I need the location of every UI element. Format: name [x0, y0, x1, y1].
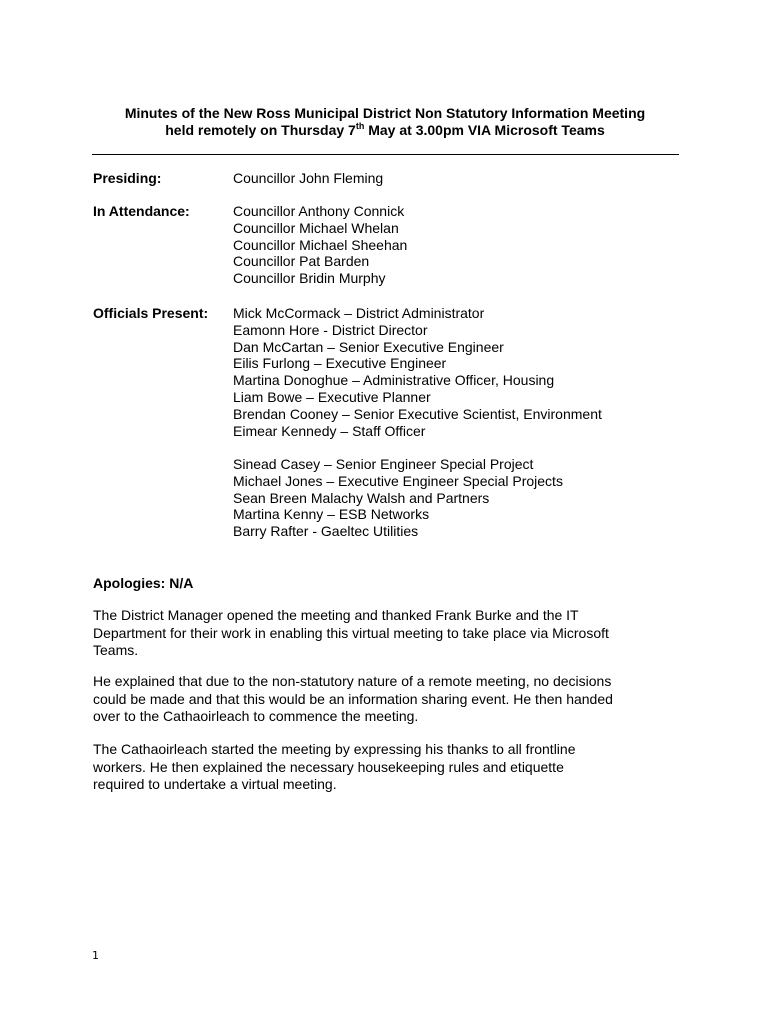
attendee-name: Councillor Anthony Connick: [233, 203, 405, 219]
attendee-name: Councillor Bridin Murphy: [233, 270, 386, 287]
apologies-heading: Apologies: N/A: [93, 575, 194, 591]
official-name: Eilis Furlong – Executive Engineer: [233, 355, 447, 372]
body-paragraph: [93, 607, 693, 660]
other-attendee-name: Sean Breen Malachy Walsh and Partners: [233, 489, 490, 506]
paragraph-line: required to undertake a virtual meeting.: [93, 776, 337, 792]
official-name: Liam Bowe – Executive Planner: [233, 388, 431, 405]
paragraph-line: The District Manager opened the meeting and thanked Frank Burke and the IT: [93, 607, 579, 623]
paragraph-line: Department for their work in enabling this virtual meeting to take place via Microsoft: [93, 624, 609, 641]
official-name: Eamonn Hore - District Director: [233, 321, 428, 338]
paragraph-line: The Cathaoirleach started the meeting by expressing his thanks to all frontline: [93, 741, 576, 757]
officials-names: [233, 305, 602, 439]
body-paragraph: [93, 741, 693, 794]
other-attendee-name: Martina Kenny – ESB Networks: [233, 506, 430, 523]
paragraph-line: He explained that due to the non-statutory nature of a remote meeting, no decisions: [93, 673, 612, 689]
attendance-names: [233, 203, 407, 287]
title-line-1: Minutes of the New Ross Municipal District Non Statutory Information Meeting: [124, 105, 646, 121]
official-name: Mick McCormack – District Administrator: [233, 305, 485, 321]
other-attendee-name: Sinead Casey – Senior Engineer Special Project: [233, 456, 534, 472]
page-number: 1: [92, 949, 99, 962]
title-line-2: [60, 122, 710, 139]
attendee-name: Councillor Pat Barden: [233, 253, 370, 270]
paragraph-line: over to the Cathaoirleach to commence the meeting.: [93, 708, 419, 724]
body-paragraph: [93, 673, 693, 726]
attendee-name: Councillor Michael Whelan: [233, 219, 399, 236]
other-attendees-names: [233, 456, 563, 540]
title-ordinal-suffix: th: [355, 121, 365, 131]
other-attendee-name: Michael Jones – Executive Engineer Special Projects: [233, 472, 563, 489]
other-attendee-name: Barry Rafter - Gaeltec Utilities: [233, 523, 419, 540]
officials-label: Officials Present:: [93, 305, 209, 321]
presiding-label: Presiding:: [93, 170, 162, 186]
official-name: Eimear Kennedy – Staff Officer: [233, 422, 426, 439]
paragraph-line: could be made and that this would be an information sharing event. He then handed: [93, 690, 613, 707]
official-name: Dan McCartan – Senior Executive Engineer: [233, 338, 504, 355]
official-name: Martina Donoghue – Administrative Officer, Housing: [233, 372, 555, 389]
official-name: Brendan Cooney – Senior Executive Scientist, Environment: [233, 405, 602, 422]
attendance-label: In Attendance:: [93, 203, 190, 219]
document-title: [60, 105, 710, 139]
title-divider: [92, 154, 679, 155]
title-line-2-end: May at 3.00pm VIA Microsoft Teams: [364, 122, 605, 138]
presiding-name: Councillor John Fleming: [233, 170, 384, 186]
attendee-name: Councillor Michael Sheehan: [233, 236, 408, 253]
presiding-names: [233, 170, 383, 187]
paragraph-line: Teams.: [93, 642, 139, 658]
title-line-2-start: held remotely on Thursday 7: [165, 122, 356, 138]
paragraph-line: workers. He then explained the necessary housekeeping rules and etiquette: [93, 758, 564, 775]
